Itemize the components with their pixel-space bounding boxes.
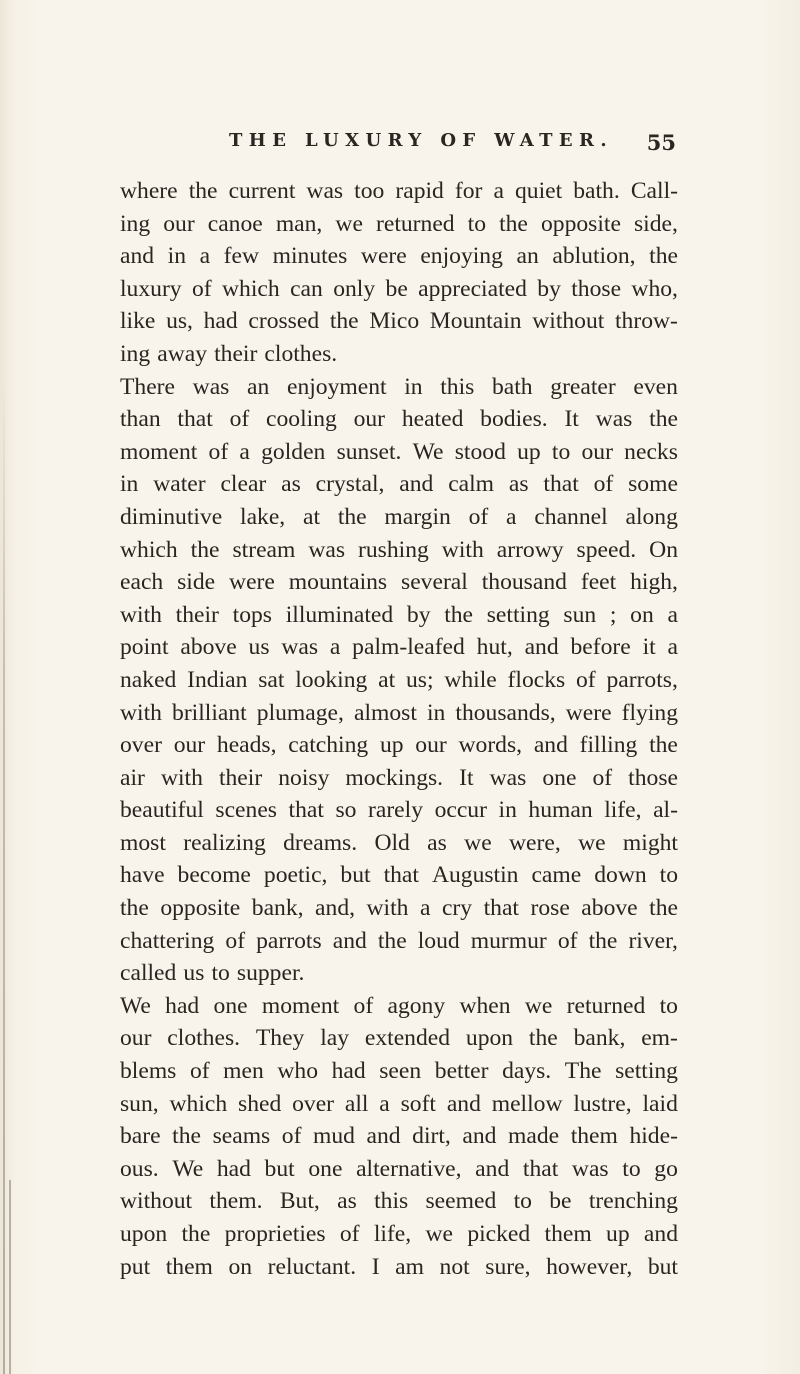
text-line: where the current was too rapid for a quiet bath. Call-: [120, 178, 678, 204]
text-line: luxury of which can only be appreciated by those who,: [120, 275, 678, 302]
text-line: bare the seams of mud and dirt, and made them hide-: [120, 1123, 678, 1150]
text-line: the opposite bank, and, with a cry that rose above the: [120, 895, 678, 922]
text-line: diminutive lake, at the margin of a channel along: [120, 503, 678, 530]
page-gutter-edge: [9, 1180, 11, 1374]
text-line: put them on reluctant. I am not sure, however, but: [120, 1253, 678, 1280]
text-line: called us to supper.: [120, 960, 305, 987]
text-line: most realizing dreams. Old as we were, we might: [120, 829, 678, 856]
text-line: with brilliant plumage, almost in thousands, were flying: [120, 699, 678, 726]
text-line: have become poetic, but that Augustin came down to: [120, 862, 678, 889]
text-line: our clothes. They lay extended upon the bank, em-: [120, 1025, 678, 1052]
body-text: [120, 175, 678, 1283]
text-line: than that of cooling our heated bodies. It was the: [120, 406, 678, 433]
text-line: point above us was a palm-leafed hut, and before it a: [120, 634, 678, 661]
text-line: sun, which shed over all a soft and mellow lustre, laid: [120, 1090, 678, 1117]
text-line: like us, had crossed the Mico Mountain without throw-: [120, 308, 678, 335]
text-line: over our heads, catching up our words, and filling the: [120, 732, 678, 759]
text-line: naked Indian sat looking at us; while flocks of parrots,: [120, 666, 678, 693]
text-line: We had one moment of agony when we returned to: [120, 992, 678, 1019]
page-number: 55: [646, 130, 676, 155]
text-line: air with their noisy mockings. It was one of those: [120, 764, 678, 791]
text-line: each side were mountains several thousand feet high,: [120, 569, 678, 596]
text-line: and in a few minutes were enjoying an ablution, the: [120, 243, 678, 270]
text-line: ous. We had but one alternative, and that was to go: [120, 1155, 678, 1182]
text-line: ing our canoe man, we returned to the opposite side,: [120, 210, 678, 237]
text-line: There was an enjoyment in this bath greater even: [120, 373, 678, 400]
text-line: chattering of parrots and the loud murmur of the river,: [120, 927, 678, 954]
text-line: upon the proprieties of life, we picked them up and: [120, 1221, 678, 1247]
text-line: with their tops illuminated by the setting sun ; on a: [120, 601, 678, 628]
text-line: which the stream was rushing with arrowy speed. On: [120, 536, 678, 563]
text-line: beautiful scenes that so rarely occur in human life, al-: [120, 797, 678, 824]
text-line: blems of men who had seen better days. The setting: [120, 1058, 678, 1085]
running-title: THE LUXURY OF WATER.: [229, 130, 614, 151]
text-line: ing away their clothes.: [120, 340, 338, 367]
text-line: in water clear as crystal, and calm as that of some: [120, 471, 678, 498]
text-line: moment of a golden sunset. We stood up to our necks: [120, 438, 678, 465]
page-gutter-shadow: [3, 380, 5, 1374]
text-line: without them. But, as this seemed to be trenching: [120, 1188, 678, 1215]
running-head: [229, 130, 676, 160]
